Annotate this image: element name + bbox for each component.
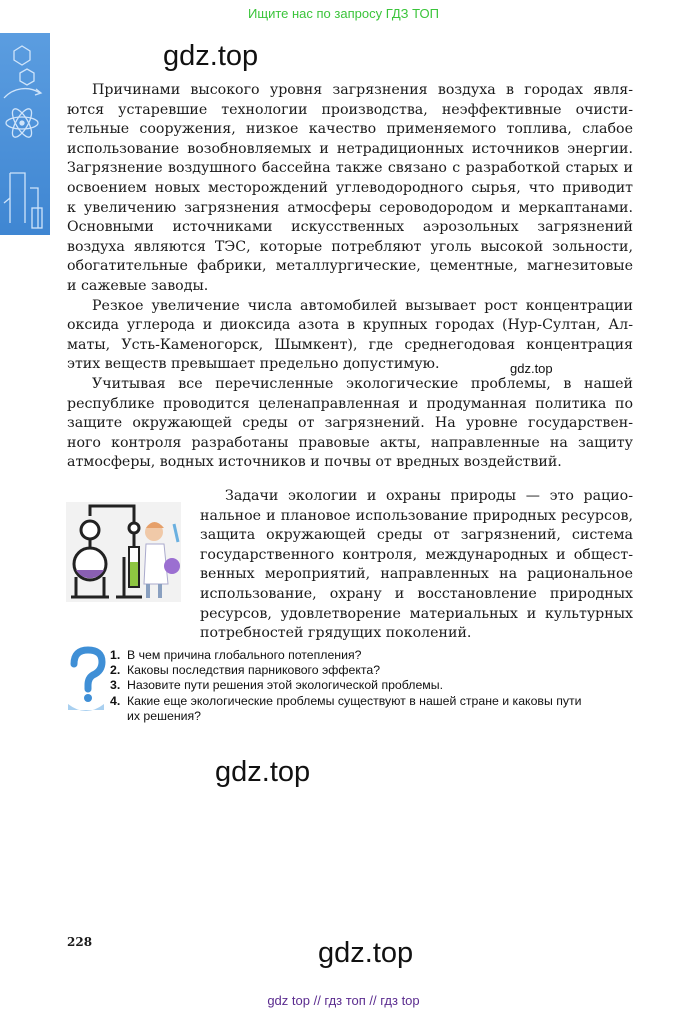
watermark: gdz.top (163, 40, 259, 72)
text-line: потребностей грядущих поколений. (200, 625, 472, 642)
question-number: 4. (110, 693, 121, 708)
paragraph-ecology-tasks (200, 487, 633, 644)
text-line: Учитывая все перечисленные экологические проблемы, в нашей (92, 375, 633, 392)
text-line: воздуха являются ТЭС, которые потребляют уголь высокой зольности, (67, 238, 633, 255)
question-text: В чем причина глобального потепления? (127, 648, 362, 662)
footer-links: gdz top // гдз топ // гдз top (267, 993, 420, 1008)
text-line: Задачи экологии и охраны природы — это рацио- (225, 488, 633, 504)
watermark: gdz.top (318, 937, 414, 969)
text-line: этих веществ превышает предельно допустимую. (67, 356, 440, 373)
question-item (110, 663, 640, 678)
page-number: 228 (67, 935, 93, 949)
question-item-continued (110, 709, 640, 724)
text-line: венных мероприятий, направленных на рациональное (200, 566, 633, 583)
questions-list (110, 648, 640, 724)
question-item (110, 694, 640, 709)
text-line: освоением новых месторождений углеводородного сырья, что приводит (67, 179, 633, 196)
atom-icon (0, 33, 50, 235)
text-line: республике проводится целенаправленная и продуманная политика по (67, 395, 633, 412)
question-text: Каковы последствия парникового эффекта? (127, 663, 381, 678)
text-line: Резкое увеличение числа автомобилей вызывает рост концентрации (92, 297, 633, 314)
watermark-inline: gdz.top (510, 361, 553, 376)
text-line: оксида углерода и диоксида азота в крупных городах (Нур-Султан, Ал- (67, 317, 633, 334)
text-line: нальное и плановое использование природных ресурсов, (200, 507, 633, 524)
text-line: ются устаревшие технологии производства, неэффективные очисти- (67, 101, 633, 118)
text-line: и сажевые заводы. (67, 277, 209, 294)
question-number (110, 709, 127, 724)
text-line: ресурсов, удовлетворение материальных и культурных (200, 605, 633, 622)
text-line: использование возобновляемых и нетрадиционных источников энергии. (67, 140, 633, 157)
text-line: обогатительные фабрики, металлургические, цементные, магнезитовые (67, 258, 633, 275)
question-number: 2. (110, 663, 121, 678)
question-item (110, 678, 640, 693)
text-line: государственного контроля, международных и общест- (200, 546, 633, 563)
question-text: Назовите пути решения этой экологической проблемы. (127, 678, 443, 693)
search-banner: Ищите нас по запросу ГДЗ ТОП (248, 6, 439, 21)
text-line: Причинами высокого уровня загрязнения воздуха в городах явля- (92, 82, 633, 98)
text-line: защите окружающей среды от загрязнений. На уровне государствен- (67, 415, 633, 432)
text-line: тельные сооружения, низкое качество применяемого топлива, слабое (67, 121, 633, 138)
question-mark-icon (66, 646, 106, 714)
question-number: 3. (110, 678, 121, 693)
watermark: gdz.top (215, 756, 311, 788)
text-line: использование, охрану и восстановление природных (200, 585, 633, 602)
question-text: Какие еще экологические проблемы существуют в нашей стране и каковы пути (127, 693, 582, 708)
text-line: к увеличению загрязнения атмосферы сероводородом и меркаптанами. (67, 199, 633, 216)
question-item (110, 648, 640, 663)
scientist-illustration (66, 502, 181, 602)
question-number: 1. (110, 648, 121, 662)
chemistry-decoration-strip (0, 33, 50, 235)
paragraph-1 (67, 81, 633, 473)
text-line: атмосферы, водных источников и почвы от вредных воздействий. (67, 454, 562, 471)
text-line: Загрязнение воздушного бассейна также связано с разработкой старых и (67, 160, 633, 177)
text-line: ного контроля разработаны правовые акты, направленные на защиту (67, 434, 633, 451)
text-line: маты, Усть-Каменогорск, Шымкент), где среднегодовая концентрация (67, 336, 633, 353)
text-line: защита окружающей среды от загрязнений, система (200, 527, 633, 544)
question-text: их решения? (127, 708, 201, 723)
text-line: Основными источниками искусственных аэрозольных загрязнений (67, 219, 633, 236)
